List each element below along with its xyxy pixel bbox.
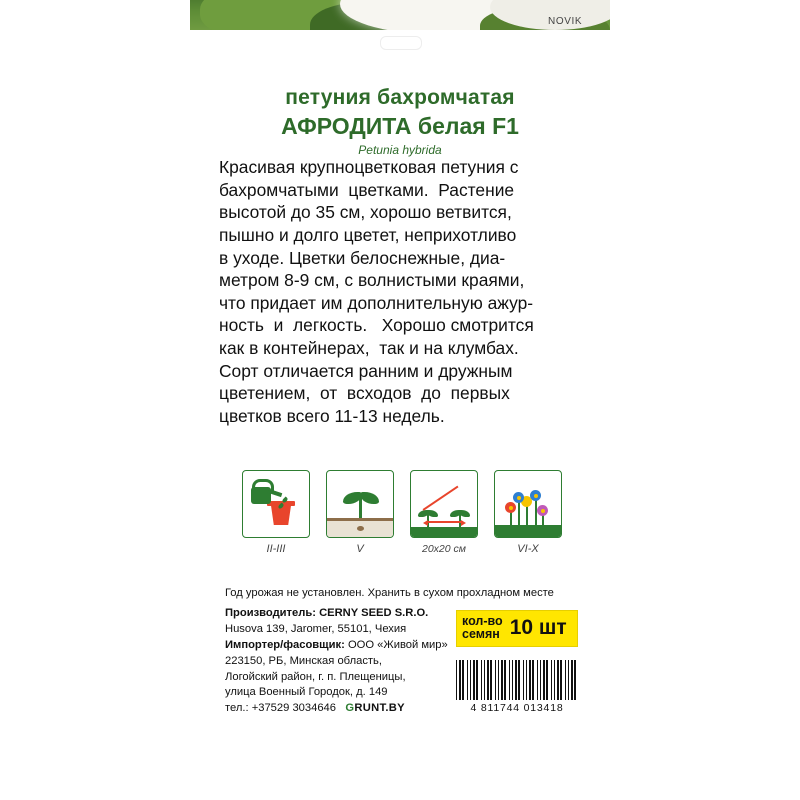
description-line: ность и легкость. Хорошо смотрится <box>219 315 534 336</box>
website-link[interactable]: GRUNT.BY <box>345 702 405 715</box>
flower-stem <box>526 505 528 527</box>
grass-strip <box>495 525 561 537</box>
quantity-row <box>462 615 572 641</box>
arrow-head <box>461 520 466 526</box>
pictogram-caption: 20x20 см <box>422 543 466 555</box>
product-photo-strip <box>190 0 610 30</box>
spacing-arrow-horizontal <box>427 521 463 523</box>
description-line: пышно и долго цветет, неприхотливо <box>219 224 517 245</box>
plant-spacing-icon <box>410 470 478 538</box>
description-line: высотой до 35 см, хорошо ветвится, <box>219 202 512 223</box>
producer-name: CERNY SEED S.R.O. <box>319 606 429 619</box>
importer-address-line: Логойский район, г. п. Плещеницы, <box>225 670 406 683</box>
quantity-label-line2: семян <box>462 627 500 642</box>
pictogram-sowing <box>242 470 310 555</box>
description-line: метром 8-9 см, с волнистыми краями, <box>219 270 525 291</box>
hanger-hole <box>380 36 422 50</box>
pictogram-caption: VI-X <box>517 543 539 555</box>
description-line: цветков всего 11-13 недель. <box>219 405 445 426</box>
barcode-bars <box>456 660 578 700</box>
description-line: цветением, от всходов до первых <box>219 383 510 404</box>
flower-stem <box>518 501 520 527</box>
producer-address: Husova 139, Jaromer, 55101, Чехия <box>225 622 407 635</box>
flower-blue <box>513 492 524 503</box>
barcode-number: 4 811744 013418 <box>470 702 564 714</box>
pictogram-spacing <box>410 470 478 555</box>
flower-blue <box>530 490 541 501</box>
sprout-leaf <box>361 492 379 504</box>
description-text <box>219 156 587 428</box>
pictogram-row <box>242 470 562 555</box>
quantity-box <box>456 610 578 647</box>
seed-dot <box>357 526 364 531</box>
flower-red <box>505 502 516 513</box>
pictogram-caption: V <box>356 543 364 555</box>
importer-address-line: улица Военный Городок, д. 149 <box>225 686 388 699</box>
product-title: АФРОДИТА белая F1 <box>281 113 519 139</box>
description-line: бахромчатыми цветками. Растение <box>219 179 515 200</box>
year-note: Год урожая не установлен. Хранить в сухом прохладном месте <box>225 587 554 599</box>
flowering-bed-icon <box>494 470 562 538</box>
product-subtitle: петуния бахромчатая <box>285 86 515 109</box>
quantity-value: 10 шт <box>509 616 567 640</box>
phone-number: тел.: +37529 3034646 <box>225 702 337 715</box>
grass-strip <box>411 527 477 537</box>
soil-line <box>327 518 393 521</box>
flower-purple <box>537 505 548 516</box>
sprout-soil-icon <box>326 470 394 538</box>
arrow-head <box>423 520 428 526</box>
sowing-pot-icon <box>242 470 310 538</box>
pictogram-flowering <box>494 470 562 555</box>
pictogram-caption: II-III <box>266 543 286 555</box>
description-line: что придает им дополнительную ажур- <box>219 292 534 313</box>
pictogram-planting <box>326 470 394 555</box>
novik-label: NOVIK <box>548 16 583 27</box>
title-block <box>0 86 800 157</box>
barcode <box>456 660 578 712</box>
description-line: как в контейнерах, так и на клумбах. <box>219 338 519 358</box>
flower-stem <box>510 511 512 527</box>
description-line: Красивая крупноцветковая петуния с <box>219 157 519 177</box>
importer-label: Импортер/фасовщик: <box>225 638 348 651</box>
description-line: в уходе. Цветки белоснежные, диа- <box>219 247 506 268</box>
flower-stem <box>535 499 537 527</box>
importer-address-line: 223150, РБ, Минская область, <box>225 654 382 667</box>
description-line: Сорт отличается ранним и дружным <box>219 360 513 381</box>
quantity-label <box>462 615 503 641</box>
importer-name: ООО «Живой мир» <box>347 638 448 651</box>
latin-name: Petunia hybrida <box>358 143 442 157</box>
quantity-label-line1: кол-во <box>462 614 503 628</box>
producer-label: Производитель: <box>225 606 320 619</box>
